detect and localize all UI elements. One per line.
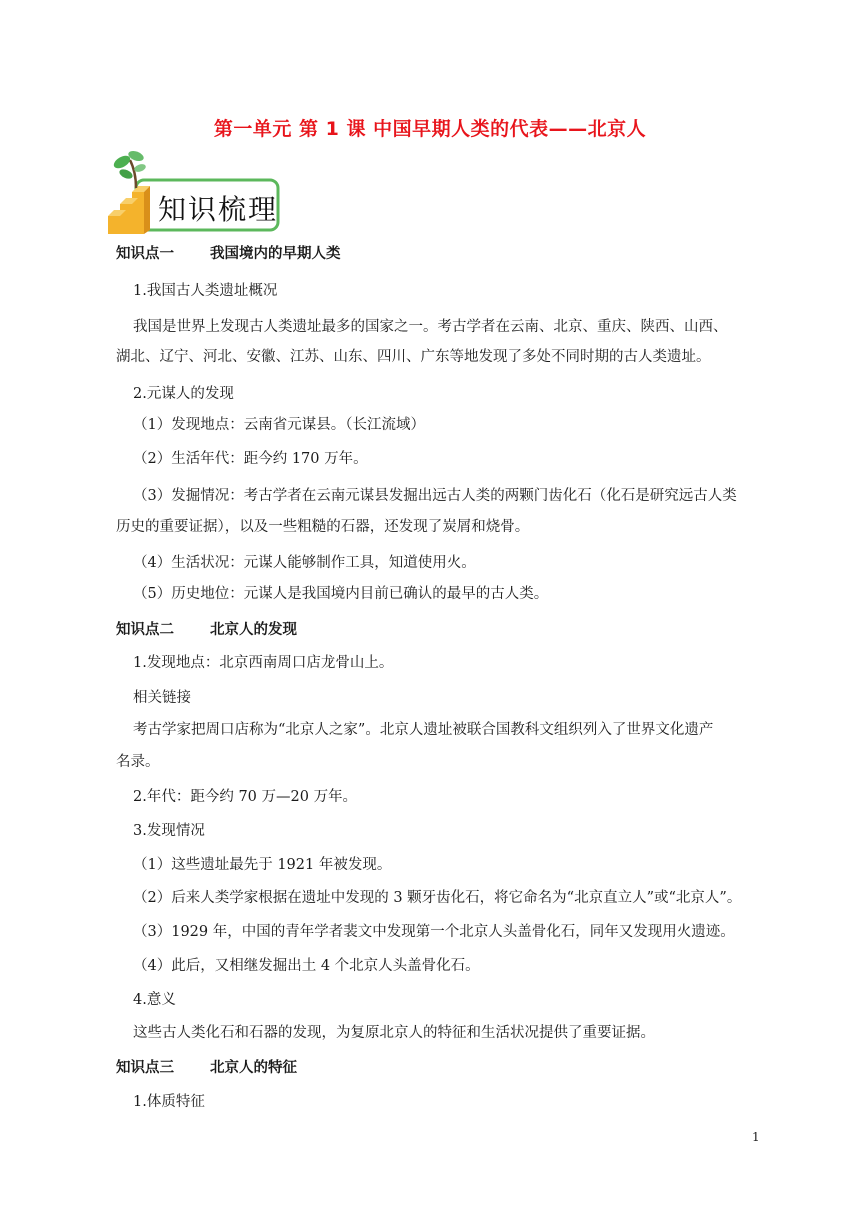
paragraph-line: 湖北、辽宁、河北、安徽、江苏、山东、四川、广东等地发现了多处不同时期的古人类遗址。	[116, 349, 711, 365]
paragraph-line: （5）历史地位：元谋人是我国境内目前已确认的最早的古人类。	[133, 586, 549, 602]
section-heading-2	[116, 620, 297, 640]
paragraph-line: （3）1929 年，中国的青年学者裴文中发现第一个北京人头盖骨化石，同年又发现用火遗迹。	[133, 924, 735, 940]
section-title: 我国境内的早期人类	[210, 246, 341, 262]
section-number: 知识点三	[116, 1060, 174, 1076]
paragraph-line: （2）生活年代：距今约 170 万年。	[133, 451, 368, 467]
section-heading-1	[116, 244, 341, 264]
paragraph-line: （1）这些遗址最先于 1921 年被发现。	[133, 857, 392, 873]
paragraph-line: 2.元谋人的发现	[133, 386, 234, 402]
paragraph-line: （4）此后，又相继发掘出土 4 个北京人头盖骨化石。	[133, 958, 480, 974]
section-number: 知识点二	[116, 622, 174, 638]
section-title: 北京人的发现	[210, 622, 297, 638]
page-number: 1	[752, 1130, 760, 1144]
section-heading-3	[116, 1058, 297, 1078]
knowledge-summary-badge	[106, 150, 282, 236]
paragraph-line: 2.年代：距今约 70 万—20 万年。	[133, 789, 358, 805]
section-number: 知识点一	[116, 246, 174, 262]
paragraph-line: （3）发掘情况：考古学者在云南元谋县发掘出远古人类的两颗门齿化石（化石是研究远古人类	[133, 488, 737, 504]
paragraph-line: （4）生活状况：元谋人能够制作工具，知道使用火。	[133, 555, 476, 571]
badge-label: 知识梳理	[158, 193, 279, 226]
paragraph-line: 考古学家把周口店称为“北京人之家”。北京人遗址被联合国教科文组织列入了世界文化遗产	[133, 722, 714, 738]
paragraph-line: 1.我国古人类遗址概况	[133, 283, 278, 299]
paragraph-line: 历史的重要证据），以及一些粗糙的石器，还发现了炭屑和烧骨。	[116, 519, 530, 535]
paragraph-line: （1）发现地点：云南省元谋县。（长江流域）	[133, 417, 425, 433]
paragraph-line: 1.体质特征	[133, 1094, 205, 1110]
paragraph-line: （2）后来人类学家根据在遗址中发现的 3 颗牙齿化石，将它命名为“北京直立人”或“北京人”。	[133, 890, 742, 906]
paragraph-line: 这些古人类化石和石器的发现，为复原北京人的特征和生活状况提供了重要证据。	[133, 1025, 655, 1041]
paragraph-line: 3.发现情况	[133, 823, 205, 839]
paragraph-line: 4.意义	[133, 992, 176, 1008]
section-title: 北京人的特征	[210, 1060, 297, 1076]
paragraph-line: 我国是世界上发现古人类遗址最多的国家之一。考古学者在云南、北京、重庆、陕西、山西、	[133, 319, 728, 335]
paragraph-line: 相关链接	[133, 690, 191, 706]
document-title: 第一单元 第 1 课 中国早期人类的代表——北京人	[213, 118, 647, 140]
paragraph-line: 1.发现地点：北京西南周口店龙骨山上。	[133, 655, 394, 671]
paragraph-line: 名录。	[116, 754, 160, 770]
